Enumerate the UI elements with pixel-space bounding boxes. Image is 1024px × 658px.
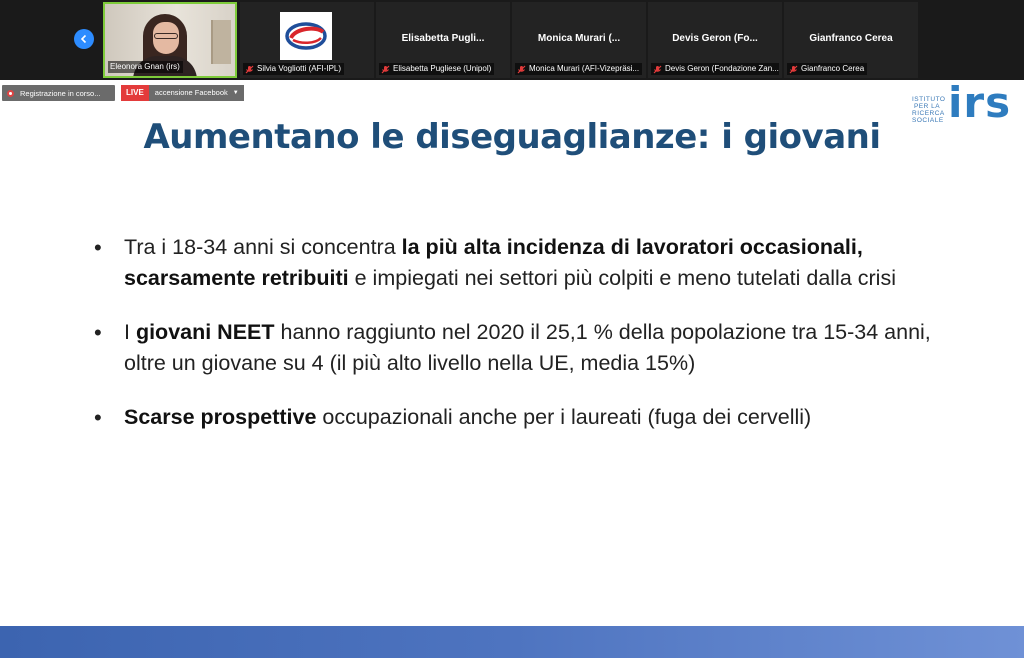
bullet-item (94, 402, 934, 433)
shared-screen-slide (0, 80, 1024, 658)
organization-logo (280, 12, 332, 60)
bullet-item (94, 232, 934, 294)
bullet-text: hanno raggiunto nel 2020 il 25,1 % della popolazione tra 15-34 anni, oltre un giovane su 4 (il più alto livello nella UE, media 15%) (124, 320, 931, 375)
bullet-text: Tra i 18-34 anni si concentra (124, 235, 402, 259)
participant-name-label: Eleonora Gnan (irs) (108, 61, 183, 73)
bullet-emphasis: Scarse prospettive (124, 405, 317, 429)
bullet-emphasis: giovani NEET (135, 320, 275, 344)
participant-name-label: Gianfranco Cerea (787, 63, 867, 75)
participant-tile[interactable] (103, 2, 237, 78)
live-badge: LIVE (121, 85, 149, 101)
previous-page-button[interactable] (74, 29, 94, 49)
participant-display-name: Devis Geron (Fo... (672, 33, 758, 44)
recording-indicator-button[interactable]: Registrazione in corso... (2, 85, 115, 101)
mic-muted-icon (381, 65, 390, 74)
mic-muted-icon (517, 65, 526, 74)
participant-name-label: Monica Murari (AFI-Vizepräsi... (515, 63, 642, 75)
bullet-list (94, 232, 934, 456)
participant-name-label: Elisabetta Pugliese (Unipol) (379, 63, 494, 75)
slide-footer-band (0, 626, 1024, 658)
chevron-left-icon (79, 34, 89, 44)
record-icon (7, 90, 14, 97)
afi-logo-icon (283, 16, 329, 56)
participant-name-label: Silvia Vogliotti (AFI-IPL) (243, 63, 344, 75)
participant-tile[interactable] (512, 2, 646, 78)
participant-name-label: Devis Geron (Fondazione Zan... (651, 63, 779, 75)
participant-tile[interactable] (648, 2, 782, 78)
slide-title: Aumentano le diseguaglianze: i giovani (143, 117, 881, 157)
participant-tile[interactable] (784, 2, 918, 78)
caret-down-icon: ▼ (232, 90, 239, 96)
irs-logo-subtitle: ISTITUTO PER LA RICERCA SOCIALE (912, 96, 946, 124)
participant-display-name: Monica Murari (... (537, 33, 621, 44)
participant-display-name: Elisabetta Pugli... (401, 33, 485, 44)
bullet-item (94, 317, 934, 379)
live-target-label: accensione Facebook (154, 88, 228, 97)
bullet-text: occupazionali anche per i laureati (fuga dei cervelli) (316, 405, 812, 429)
irs-logo-wordmark: irs (948, 78, 1012, 127)
mic-muted-icon (245, 65, 254, 74)
live-stream-dropdown[interactable] (121, 85, 244, 101)
bullet-text: e impiegati nei settori più colpiti e meno tutelati dalla crisi (348, 266, 896, 290)
participant-tile[interactable] (376, 2, 510, 78)
participant-tile[interactable] (240, 2, 374, 78)
bullet-text: I (124, 320, 136, 344)
mic-muted-icon (653, 65, 662, 74)
participant-display-name: Gianfranco Cerea (809, 33, 893, 44)
participant-strip (0, 0, 1024, 80)
mic-muted-icon (789, 65, 798, 74)
bullet-emphasis: la più alta incidenza di lavoratori occasionali, scarsamente retribuiti (124, 235, 863, 290)
